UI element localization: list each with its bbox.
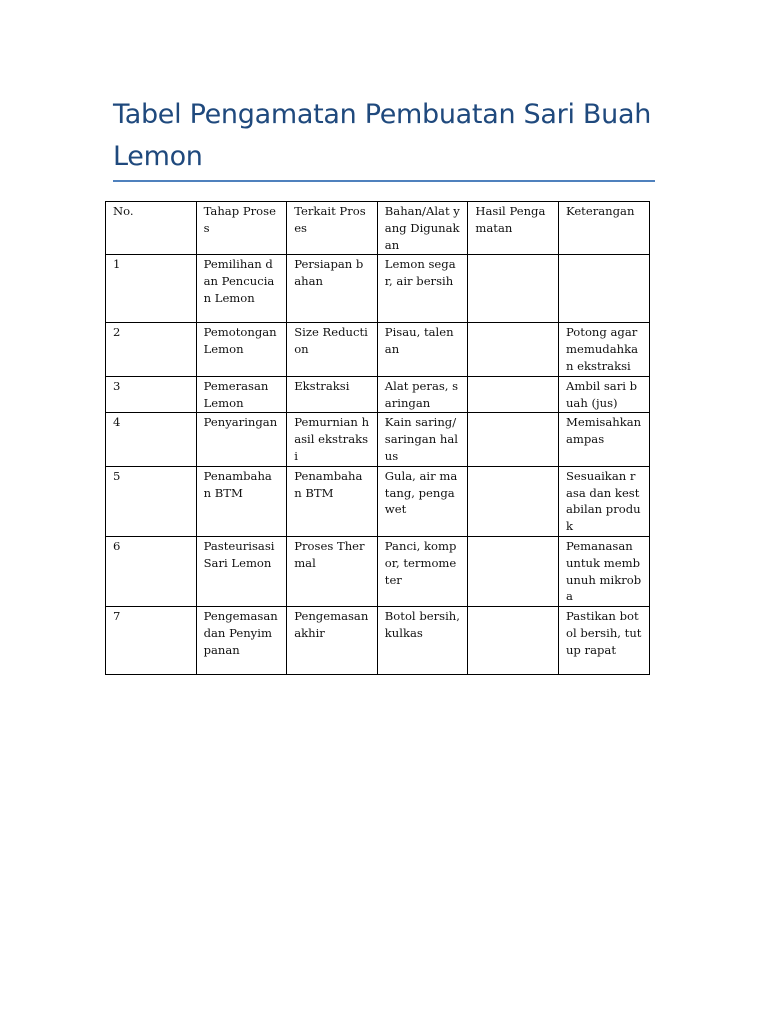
table-row bbox=[106, 466, 650, 536]
header-cell-bahan-alat: Bahan/Alat yang Digunakan bbox=[377, 202, 468, 255]
table-row bbox=[106, 323, 650, 376]
cell-terkait-proses: Size Reduction bbox=[287, 323, 378, 376]
cell-bahan-alat: Gula, air matang, pengawet bbox=[377, 466, 468, 536]
cell-bahan-alat: Panci, kompor, termometer bbox=[377, 536, 468, 606]
cell-keterangan: Pemanasan untuk membunuh mikroba bbox=[558, 536, 649, 606]
cell-tahap-proses: Penyaringan bbox=[196, 413, 287, 466]
cell-no: 7 bbox=[106, 607, 197, 675]
cell-hasil-pengamatan bbox=[468, 466, 559, 536]
cell-tahap-proses: Penambahan BTM bbox=[196, 466, 287, 536]
cell-terkait-proses: Proses Thermal bbox=[287, 536, 378, 606]
cell-tahap-proses: Pengemasan dan Penyimpanan bbox=[196, 607, 287, 675]
cell-no: 3 bbox=[106, 376, 197, 413]
header-cell-tahap-proses: Tahap Proses bbox=[196, 202, 287, 255]
cell-keterangan: Potong agar memudahkan ekstraksi bbox=[558, 323, 649, 376]
header-cell-no: No. bbox=[106, 202, 197, 255]
cell-hasil-pengamatan bbox=[468, 413, 559, 466]
table-header-row bbox=[106, 202, 650, 255]
cell-terkait-proses: Ekstraksi bbox=[287, 376, 378, 413]
cell-hasil-pengamatan bbox=[468, 376, 559, 413]
header-cell-keterangan: Keterangan bbox=[558, 202, 649, 255]
cell-tahap-proses: Pemilihan dan Pencucian Lemon bbox=[196, 255, 287, 323]
cell-hasil-pengamatan bbox=[468, 607, 559, 675]
cell-tahap-proses: Pasteurisasi Sari Lemon bbox=[196, 536, 287, 606]
cell-bahan-alat: Alat peras, saringan bbox=[377, 376, 468, 413]
table-row bbox=[106, 607, 650, 675]
table-row bbox=[106, 376, 650, 413]
cell-keterangan bbox=[558, 255, 649, 323]
cell-hasil-pengamatan bbox=[468, 536, 559, 606]
header-cell-hasil-pengamatan: Hasil Pengamatan bbox=[468, 202, 559, 255]
cell-keterangan: Sesuaikan rasa dan kestabilan produk bbox=[558, 466, 649, 536]
cell-terkait-proses: Pengemasan akhir bbox=[287, 607, 378, 675]
cell-terkait-proses: Penambahan BTM bbox=[287, 466, 378, 536]
cell-no: 2 bbox=[106, 323, 197, 376]
cell-no: 4 bbox=[106, 413, 197, 466]
cell-keterangan: Memisahkan ampas bbox=[558, 413, 649, 466]
cell-keterangan: Ambil sari buah (jus) bbox=[558, 376, 649, 413]
cell-bahan-alat: Lemon segar, air bersih bbox=[377, 255, 468, 323]
table-row bbox=[106, 413, 650, 466]
cell-hasil-pengamatan bbox=[468, 323, 559, 376]
cell-bahan-alat: Pisau, talenan bbox=[377, 323, 468, 376]
cell-bahan-alat: Botol bersih, kulkas bbox=[377, 607, 468, 675]
cell-no: 5 bbox=[106, 466, 197, 536]
cell-bahan-alat: Kain saring/saringan halus bbox=[377, 413, 468, 466]
cell-terkait-proses: Persiapan bahan bbox=[287, 255, 378, 323]
title-underline bbox=[113, 180, 655, 182]
table-row bbox=[106, 536, 650, 606]
document-title: Tabel Pengamatan Pembuatan Sari Buah Lemon bbox=[113, 99, 652, 172]
table-row bbox=[106, 255, 650, 323]
cell-keterangan: Pastikan botol bersih, tutup rapat bbox=[558, 607, 649, 675]
cell-tahap-proses: Pemotongan Lemon bbox=[196, 323, 287, 376]
cell-hasil-pengamatan bbox=[468, 255, 559, 323]
observation-table bbox=[105, 201, 650, 675]
cell-no: 6 bbox=[106, 536, 197, 606]
cell-no: 1 bbox=[106, 255, 197, 323]
cell-tahap-proses: Pemerasan Lemon bbox=[196, 376, 287, 413]
header-cell-terkait-proses: Terkait Proses bbox=[287, 202, 378, 255]
cell-terkait-proses: Pemurnian hasil ekstraksi bbox=[287, 413, 378, 466]
